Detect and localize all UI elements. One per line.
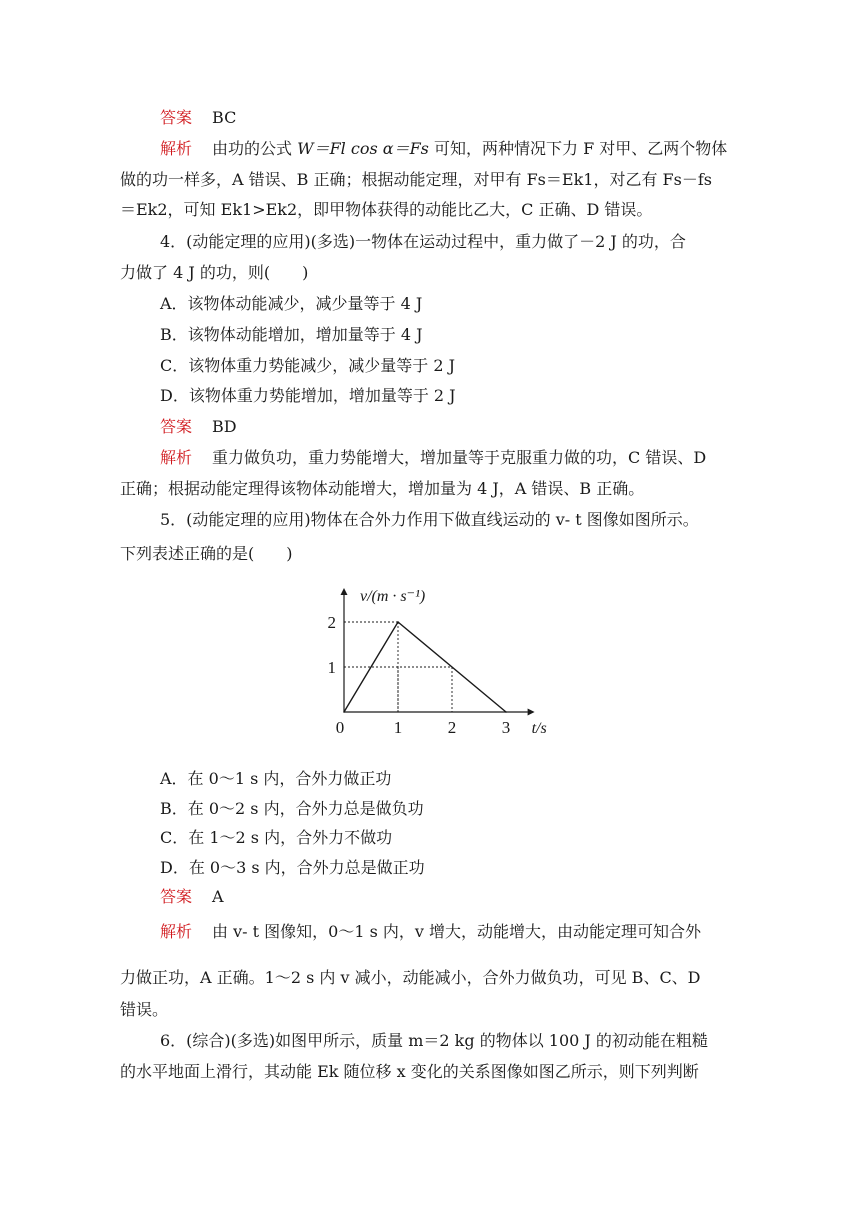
x-axis-label: t/s (531, 720, 547, 737)
q5-stem-line-2: 下列表述正确的是( ) (120, 544, 293, 563)
q4-option-d: D．该物体重力势能增加，增加量等于 2 J (160, 386, 456, 405)
q4-analysis-text: 重力做负功，重力势能增大，增加量等于克服重力做的功，C 错误、D (212, 448, 707, 467)
work-formula: W＝Fl cos α＝Fs (297, 139, 429, 158)
q5-analysis-text: 由 v- t 图像知，0～1 s 内，v 增大，动能增大，由动能定理可知合外 (212, 922, 702, 941)
q4-analysis-label: 解析 (160, 448, 193, 467)
q3-analysis-line-3: ＝Ek2，可知 Ek1>Ek2，即甲物体获得的动能比乙大，C 正确、D 错误。 (120, 200, 653, 219)
data-point-0-2 (505, 711, 507, 713)
y-axis-label: v/(m · s⁻¹) (360, 588, 426, 605)
q3-analysis-line-2: 做的功一样多，A 错误、B 正确；根据动能定理，对甲有 Fs＝Ek1，对乙有 Fs－fs (120, 170, 712, 189)
q4-answer-value: BD (212, 417, 237, 436)
q3-analysis-line-1 (160, 139, 727, 159)
q5-option-d: D．在 0～3 s 内，合外力总是做正功 (160, 858, 425, 877)
x-tick-label-1: 1 (393, 718, 403, 737)
q3-answer-label: 答案 (160, 108, 193, 127)
x-tick-label-2: 2 (447, 718, 457, 737)
q4-stem-line-2: 力做了 4 J 的功，则( ) (120, 263, 309, 282)
q4-analysis-line-2: 正确；根据动能定理得该物体动能增大，增加量为 4 J，A 错误、B 正确。 (120, 479, 645, 498)
q4-stem-line-1: 4．(动能定理的应用)(多选)一物体在运动过程中，重力做了－2 J 的功，合 (160, 232, 686, 251)
x-tick-label-3: 3 (501, 718, 511, 737)
q5-stem-line-1: 5．(动能定理的应用)物体在合外力作用下做直线运动的 v- t 图像如图所示。 (160, 510, 699, 529)
q5-answer-row (160, 887, 224, 907)
origin-label: 0 (335, 718, 345, 737)
q5-answer-value: A (212, 887, 224, 906)
q4-answer-label: 答案 (160, 417, 193, 436)
y-tick-label-1: 1 (327, 658, 336, 677)
q4-analysis-line-1 (160, 448, 706, 468)
q4-option-b: B．该物体动能增加，增加量等于 4 J (160, 325, 423, 344)
q3-answer-value: BC (212, 108, 237, 127)
q5-option-c: C．在 1～2 s 内，合外力不做功 (160, 828, 393, 847)
q5-answer-label: 答案 (160, 887, 193, 906)
vt-chart-svg (322, 566, 576, 746)
velocity-time-graph (322, 566, 576, 746)
q5-analysis-line-2: 力做正功，A 正确。1～2 s 内 v 减小，动能减小，合外力做负功，可见 B、C、D (120, 968, 701, 987)
q4-option-a: A．该物体动能减少，减少量等于 4 J (160, 294, 423, 313)
y-axis-arrow (341, 588, 348, 595)
q5-analysis-line-1 (160, 922, 701, 942)
q6-stem-line-2: 的水平地面上滑行，其动能 Ek 随位移 x 变化的关系图像如图乙所示，则下列判断 (120, 1062, 699, 1081)
q3-analysis-label: 解析 (160, 139, 193, 158)
q6-stem-line-1: 6．(综合)(多选)如图甲所示，质量 m＝2 kg 的物体以 100 J 的初动能在粗糙 (160, 1031, 708, 1050)
q5-analysis-label: 解析 (160, 922, 193, 941)
data-point-0-0 (343, 711, 345, 713)
q5-option-b: B．在 0～2 s 内，合外力总是做负功 (160, 799, 424, 818)
q4-answer-row (160, 417, 237, 437)
q4-option-c: C．该物体重力势能减少，减少量等于 2 J (160, 356, 456, 375)
data-point-0-1 (397, 621, 399, 623)
x-axis-arrow (528, 709, 535, 716)
q3-answer-row (160, 108, 236, 128)
q5-analysis-line-3: 错误。 (120, 1000, 169, 1019)
q5-option-a: A．在 0～1 s 内，合外力做正功 (160, 769, 392, 788)
q3-analysis-text: 可知，两种情况下力 F 对甲、乙两个物体 (433, 139, 728, 158)
q3-analysis-text: 由功的公式 (212, 139, 293, 158)
y-tick-label-2: 2 (327, 613, 336, 632)
